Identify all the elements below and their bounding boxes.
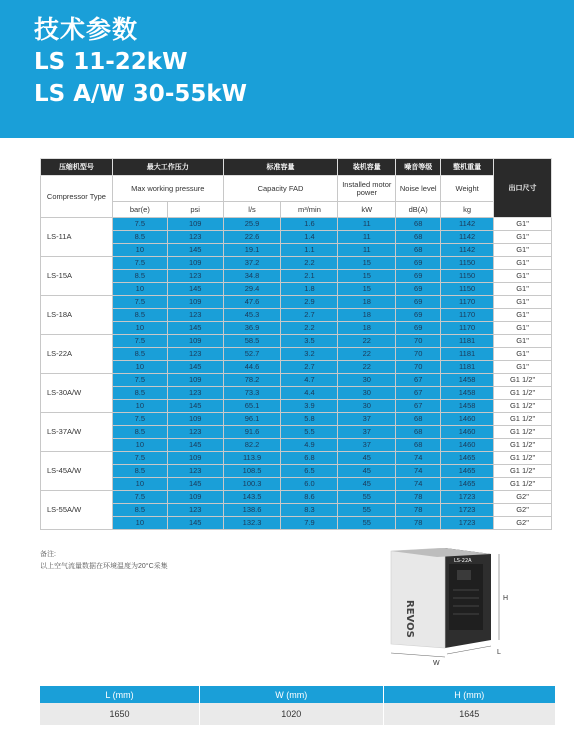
hdr-en-noise: Noise level [396,176,441,202]
table-row [41,296,552,309]
table-cell: 45 [338,452,396,465]
table-cell: 44.6 [223,361,281,374]
hdr-en-weight: Weight [441,176,494,202]
unit-m3min: m³/min [281,202,338,218]
table-cell: 1181 [441,335,494,348]
table-cell: 10 [112,283,167,296]
table-cell: 1458 [441,387,494,400]
table-cell: 74 [396,478,441,491]
table-cell: 36.9 [223,322,281,335]
table-cell: 2.2 [281,322,338,335]
table-cell: G1" [494,361,552,374]
table-cell: G1" [494,296,552,309]
table-cell: 1460 [441,426,494,439]
table-cell: 1170 [441,309,494,322]
table-row [41,270,552,283]
table-cell: 82.2 [223,439,281,452]
table-cell: 15 [338,270,396,283]
hdr-cn-pressure: 最大工作压力 [112,159,223,176]
dim-value-l: 1650 [40,703,200,725]
table-cell: 132.3 [223,517,281,530]
title-cn: 技术参数 [34,15,139,44]
table-cell: 123 [167,309,223,322]
table-cell: 138.6 [223,504,281,517]
table-cell: 145 [167,517,223,530]
dim-w-label: W [433,660,440,667]
table-cell: 96.1 [223,413,281,426]
table-cell: 8.5 [112,231,167,244]
table-cell: 2.9 [281,296,338,309]
table-cell: G1 1/2" [494,439,552,452]
table-cell: 67 [396,387,441,400]
table-cell: 68 [396,231,441,244]
table-cell: 68 [396,218,441,231]
table-cell: 6.5 [281,465,338,478]
unit-bar: bar(e) [112,202,167,218]
table-cell: 67 [396,374,441,387]
table-row [41,452,552,465]
table-cell: 29.4 [223,283,281,296]
table-cell: 68 [396,426,441,439]
table-cell: 22 [338,361,396,374]
hdr-en-power: Installed motor power [338,176,396,202]
table-row [41,439,552,452]
table-cell: G1 1/2" [494,478,552,491]
table-cell: 123 [167,426,223,439]
table-cell: 11 [338,231,396,244]
table-cell: 1.8 [281,283,338,296]
table-cell: 1.1 [281,244,338,257]
dim-l-label: L [497,649,501,656]
table-cell: 8.5 [112,348,167,361]
table-cell: 47.6 [223,296,281,309]
title-line2: LS A/W 30-55kW [34,81,248,107]
table-cell: 2.7 [281,309,338,322]
table-cell: 70 [396,348,441,361]
table-cell: 10 [112,322,167,335]
table-cell: 70 [396,335,441,348]
hdr-cn-type: 压缩机型号 [41,159,113,176]
table-cell: 8.5 [112,270,167,283]
table-cell: 145 [167,400,223,413]
table-cell: 2.1 [281,270,338,283]
table-cell: 1181 [441,348,494,361]
table-cell: 1465 [441,478,494,491]
table-row [41,387,552,400]
table-cell: 65.1 [223,400,281,413]
dim-h-label: H [503,595,509,602]
table-row [41,400,552,413]
table-cell: 1460 [441,413,494,426]
table-cell: 91.6 [223,426,281,439]
table-cell: 74 [396,452,441,465]
table-cell: 70 [396,361,441,374]
table-cell: 8.5 [112,465,167,478]
hdr-cn-capacity: 标准容量 [223,159,338,176]
table-cell: 1150 [441,257,494,270]
spec-table [40,158,552,530]
table-cell: 123 [167,387,223,400]
table-cell: 34.8 [223,270,281,283]
table-cell: 19.1 [223,244,281,257]
table-cell: 1142 [441,244,494,257]
table-cell: 123 [167,270,223,283]
table-cell: G1" [494,335,552,348]
table-cell: 1460 [441,439,494,452]
table-row [41,283,552,296]
table-cell: 1170 [441,296,494,309]
table-cell: G1" [494,283,552,296]
table-cell: 10 [112,244,167,257]
table-cell: 1723 [441,504,494,517]
unit-dba: dB(A) [396,202,441,218]
table-cell: G1 1/2" [494,413,552,426]
model-name: LS-45A/W [41,452,113,491]
machine-brand: REVOS [404,600,415,638]
table-cell: G1" [494,322,552,335]
table-cell: G1 1/2" [494,374,552,387]
table-row [41,335,552,348]
table-cell: 2.2 [281,257,338,270]
table-cell: 68 [396,439,441,452]
table-cell: 68 [396,413,441,426]
table-row [41,491,552,504]
table-cell: G1" [494,244,552,257]
table-cell: 1723 [441,491,494,504]
table-cell: 22 [338,335,396,348]
table-cell: G1 1/2" [494,426,552,439]
table-cell: 78.2 [223,374,281,387]
table-cell: 69 [396,283,441,296]
table-cell: 45 [338,465,396,478]
unit-kg: kg [441,202,494,218]
table-cell: 73.3 [223,387,281,400]
table-cell: 18 [338,296,396,309]
unit-kw: kW [338,202,396,218]
table-cell: G2" [494,517,552,530]
table-cell: 45 [338,478,396,491]
table-cell: 113.9 [223,452,281,465]
table-cell: G1" [494,348,552,361]
table-cell: 145 [167,322,223,335]
table-row [41,374,552,387]
table-cell: 1142 [441,218,494,231]
table-cell: 30 [338,400,396,413]
table-cell: 10 [112,478,167,491]
table-cell: 22 [338,348,396,361]
table-row [41,244,552,257]
table-cell: 7.5 [112,335,167,348]
table-cell: 18 [338,322,396,335]
table-cell: 1723 [441,517,494,530]
table-cell: 7.5 [112,296,167,309]
table-cell: 78 [396,504,441,517]
table-cell: 25.9 [223,218,281,231]
table-cell: 8.5 [112,387,167,400]
table-cell: 3.2 [281,348,338,361]
table-cell: 69 [396,322,441,335]
table-cell: 58.5 [223,335,281,348]
table-cell: 1.6 [281,218,338,231]
table-cell: 1465 [441,465,494,478]
table-cell: 123 [167,348,223,361]
hdr-cn-weight: 整机重量 [441,159,494,176]
table-cell: 1458 [441,400,494,413]
table-row [41,218,552,231]
unit-psi: psi [167,202,223,218]
table-cell: 109 [167,413,223,426]
table-cell: 1142 [441,231,494,244]
table-cell: 108.5 [223,465,281,478]
dim-value-w: 1020 [200,703,384,725]
table-cell: G1 1/2" [494,387,552,400]
table-cell: 67 [396,400,441,413]
table-row [41,413,552,426]
table-cell: G1" [494,231,552,244]
table-cell: G2" [494,491,552,504]
hdr-en-capacity: Capacity FAD [223,176,338,202]
table-cell: 8.5 [112,426,167,439]
model-name: LS-55A/W [41,491,113,530]
table-cell: G1 1/2" [494,400,552,413]
table-cell: 30 [338,374,396,387]
table-cell: 55 [338,517,396,530]
compressor-illustration [387,548,537,673]
hdr-cn-power: 装机容量 [338,159,396,176]
table-cell: 15 [338,257,396,270]
table-row [41,517,552,530]
table-cell: 10 [112,400,167,413]
table-cell: 5.5 [281,426,338,439]
table-cell: 3.9 [281,400,338,413]
model-name: LS-22A [41,335,113,374]
table-cell: 10 [112,361,167,374]
footnote [40,549,168,573]
table-cell: 123 [167,465,223,478]
hdr-cn-outlet: 出口尺寸 [494,159,552,218]
table-cell: 1150 [441,283,494,296]
table-cell: 3.5 [281,335,338,348]
table-cell: 7.9 [281,517,338,530]
table-cell: 55 [338,491,396,504]
table-cell: 69 [396,257,441,270]
table-cell: 100.3 [223,478,281,491]
table-cell: 109 [167,257,223,270]
title-line1: LS 11-22kW [34,49,188,75]
table-cell: 55 [338,504,396,517]
dim-header-l: L (mm) [40,686,200,703]
table-cell: G1 1/2" [494,452,552,465]
table-cell: 78 [396,491,441,504]
table-cell: 123 [167,504,223,517]
dim-header-h: H (mm) [383,686,555,703]
table-cell: 6.0 [281,478,338,491]
table-cell: 37 [338,426,396,439]
table-cell: G1" [494,218,552,231]
dim-header-w: W (mm) [200,686,384,703]
hdr-en-pressure: Max working pressure [112,176,223,202]
model-name: LS-37A/W [41,413,113,452]
table-cell: 109 [167,491,223,504]
table-cell: 52.7 [223,348,281,361]
table-row [41,231,552,244]
table-cell: 7.5 [112,218,167,231]
table-cell: 123 [167,231,223,244]
table-cell: 109 [167,296,223,309]
table-cell: 7.5 [112,257,167,270]
table-cell: 8.6 [281,491,338,504]
table-cell: 69 [396,270,441,283]
table-cell: 145 [167,244,223,257]
table-cell: 15 [338,283,396,296]
table-row [41,426,552,439]
table-cell: 143.5 [223,491,281,504]
table-cell: 45.3 [223,309,281,322]
table-cell: 18 [338,309,396,322]
table-cell: 10 [112,439,167,452]
table-cell: G1" [494,270,552,283]
table-row [41,322,552,335]
model-name: LS-15A [41,257,113,296]
table-cell: 69 [396,296,441,309]
table-cell: 68 [396,244,441,257]
table-cell: 8.3 [281,504,338,517]
model-name: LS-18A [41,296,113,335]
table-cell: 69 [396,309,441,322]
table-cell: 8.5 [112,504,167,517]
table-cell: 7.5 [112,491,167,504]
table-cell: 4.4 [281,387,338,400]
table-cell: 2.7 [281,361,338,374]
table-cell: 1.4 [281,231,338,244]
table-cell: 145 [167,478,223,491]
table-row [41,478,552,491]
table-cell: 78 [396,517,441,530]
table-cell: 1181 [441,361,494,374]
table-cell: 1150 [441,270,494,283]
table-cell: 10 [112,517,167,530]
footnote-label: 备注: [40,551,56,558]
dim-value-h: 1645 [383,703,555,725]
table-cell: 8.5 [112,309,167,322]
table-cell: G1 1/2" [494,465,552,478]
table-cell: 22.6 [223,231,281,244]
table-cell: 6.8 [281,452,338,465]
table-cell: 7.5 [112,452,167,465]
hdr-en-type: Compressor Type [41,176,113,218]
table-row [41,348,552,361]
table-cell: 4.9 [281,439,338,452]
unit-ls: l/s [223,202,281,218]
table-row [41,309,552,322]
table-cell: 37 [338,439,396,452]
table-cell: 37.2 [223,257,281,270]
table-row [41,361,552,374]
table-cell: 1170 [441,322,494,335]
table-cell: 1458 [441,374,494,387]
hdr-cn-noise: 噪音等级 [396,159,441,176]
table-cell: 74 [396,465,441,478]
model-name: LS-30A/W [41,374,113,413]
table-row [41,504,552,517]
table-cell: 11 [338,218,396,231]
table-cell: G1" [494,257,552,270]
table-row [41,465,552,478]
model-name: LS-11A [41,218,113,257]
table-cell: G2" [494,504,552,517]
table-cell: 7.5 [112,374,167,387]
table-cell: 145 [167,361,223,374]
dimensions-table [40,686,556,725]
table-cell: 145 [167,283,223,296]
table-cell: 109 [167,335,223,348]
table-cell: 11 [338,244,396,257]
table-cell: 109 [167,452,223,465]
table-cell: 4.7 [281,374,338,387]
table-cell: 109 [167,374,223,387]
hero-banner [0,0,574,138]
table-cell: 5.8 [281,413,338,426]
table-cell: 7.5 [112,413,167,426]
table-cell: 30 [338,387,396,400]
table-cell: 1465 [441,452,494,465]
table-cell: 109 [167,218,223,231]
table-cell: G1" [494,309,552,322]
table-cell: 145 [167,439,223,452]
table-cell: 37 [338,413,396,426]
footnote-text: 以上空气流量数据在环境温度为20°C采集 [40,563,168,570]
table-row [41,257,552,270]
machine-model-label: LS-22A [454,558,472,564]
